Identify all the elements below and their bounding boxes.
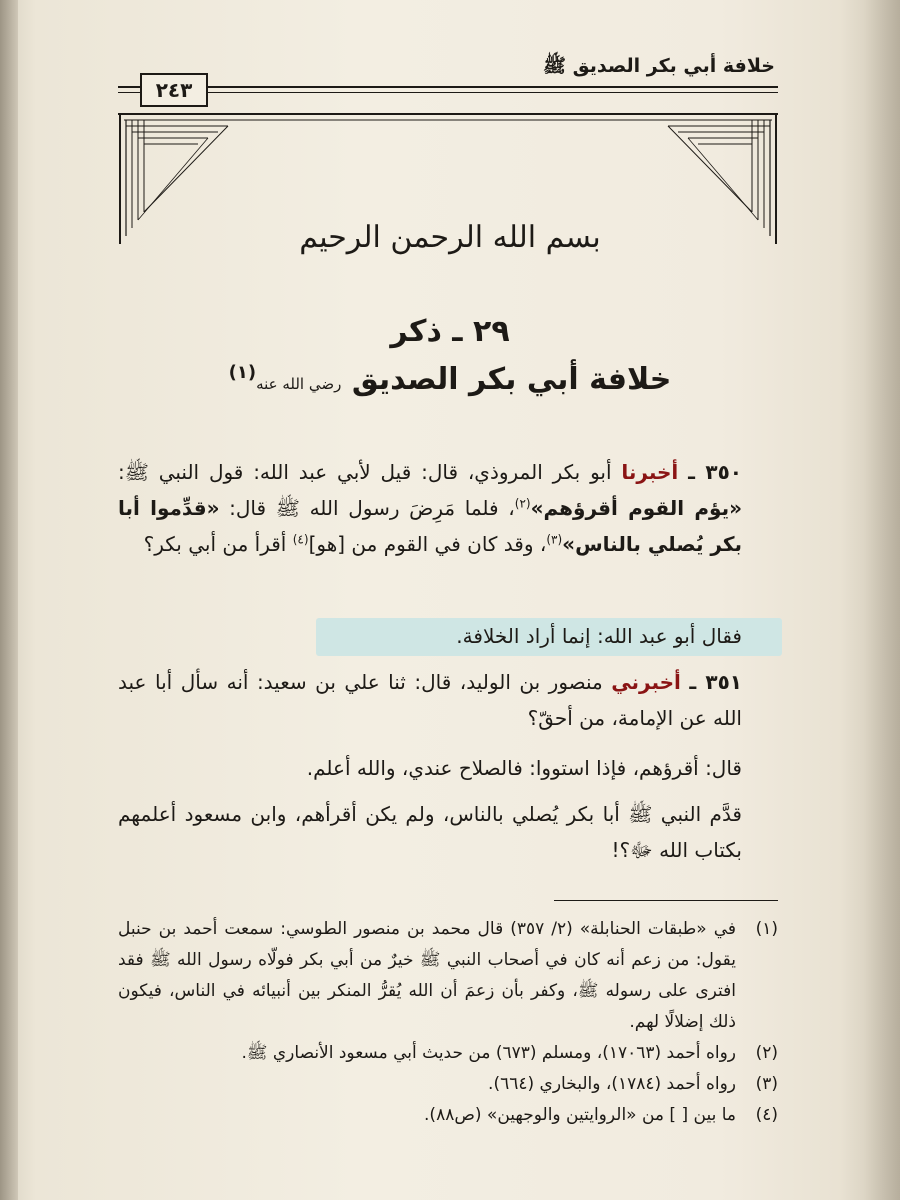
chapter-title bbox=[0, 362, 900, 397]
paragraph-351-answer: قال: أقرؤهم، فإذا استووا: فالصلاح عندي، والله أعلم. bbox=[306, 756, 742, 780]
report-lead-350: أخبرنا bbox=[621, 460, 679, 484]
running-title: خلافة أبي بكر الصديق ﷺ bbox=[543, 55, 775, 77]
page-gutter bbox=[0, 0, 18, 1200]
chapter-number: ٢٩ ـ ذكر bbox=[390, 314, 510, 349]
hadith-quote-2: «قدِّموا أبا بكر يُصلي بالناس» bbox=[118, 496, 742, 556]
hadith-quote-1: «يؤم القوم أقرؤهم» bbox=[530, 496, 742, 520]
p350-text-b: ، فلما مَرِضَ رسول الله ﷺ قال: bbox=[219, 496, 515, 520]
page-edge-shadow bbox=[840, 0, 900, 1200]
p350-text-c: ، وقد كان في القوم من [هو] bbox=[308, 532, 547, 556]
footnote-ref-2: (٢) bbox=[514, 496, 531, 511]
footnote-2 bbox=[118, 1038, 778, 1069]
footnote-3 bbox=[118, 1069, 778, 1100]
paragraph-351-closing: قدَّم النبي ﷺ أبا بكر يُصلي بالناس، ولم يكن أقرأهم، وابن مسعود أعلمهم بكتاب الله ﷻ؟! bbox=[118, 802, 742, 862]
paragraph-351 bbox=[118, 664, 778, 736]
footnote-text: رواه أحمد (١٧٨٤)، والبخاري (٦٦٤). bbox=[488, 1074, 736, 1094]
highlighted-sentence: فقال أبو عبد الله: إنما أراد الخلافة. bbox=[456, 624, 742, 648]
honorific: رضي الله عنه bbox=[256, 375, 342, 393]
footnote-ref-3: (٣) bbox=[546, 532, 563, 547]
p350-text-a: أبو بكر المروذي، قال: قيل لأبي عبد الله: قول النبي ﷺ: bbox=[118, 460, 622, 484]
report-number-350: ٣٥٠ ـ bbox=[688, 460, 742, 484]
footnote-text: رواه أحمد (١٧٠٦٣)، ومسلم (٦٧٣) من حديث أبي مسعود الأنصاري ﷺ. bbox=[241, 1043, 736, 1063]
report-number-351: ٣٥١ ـ bbox=[689, 670, 742, 694]
footnote-number: (٣) bbox=[755, 1074, 778, 1094]
footnote-ref-4: (٤) bbox=[292, 532, 309, 547]
p350-text-d: أقرأ من أبي بكر؟ bbox=[143, 532, 293, 556]
paragraph-350 bbox=[118, 454, 778, 562]
header-rule bbox=[118, 86, 778, 88]
footnote-4 bbox=[118, 1100, 778, 1131]
page-number: ٢٤٣ bbox=[140, 73, 208, 107]
chapter-title-text: خلافة أبي بكر الصديق bbox=[351, 362, 672, 397]
p351-text-a: منصور بن الوليد، قال: ثنا علي بن سعيد: أنه سأل أبا عبد الله عن الإمامة، من أحقّ؟ bbox=[118, 670, 742, 730]
footnote-separator bbox=[554, 900, 778, 901]
footnote-1 bbox=[118, 914, 778, 1038]
footnote-ref-1: (١) bbox=[228, 362, 257, 383]
footnote-number: (١) bbox=[755, 919, 778, 939]
basmala-calligraphy: بسم الله الرحمن الرحيم bbox=[299, 220, 601, 255]
footnote-number: (٤) bbox=[755, 1105, 778, 1125]
footnotes bbox=[118, 914, 778, 1131]
footnote-number: (٢) bbox=[755, 1043, 778, 1063]
report-lead-351: أخبرني bbox=[611, 670, 681, 694]
header-rule-thin bbox=[118, 92, 778, 93]
footnote-text: في «طبقات الحنابلة» (٢/ ٣٥٧) قال محمد بن منصور الطوسي: سمعت أحمد بن حنبل يقول: من زعم أنه كان في أصحاب النبي ﷺ خيرٌ من أبي بكر فولّاه رسول الله ﷺ فقد افترى على رسوله ﷺ، وكفر بأن زعمَ أن الله يُقرُّ المنكر بين أنبيائه في الناس، فيكون ذلك إضلالًا لهم. bbox=[118, 919, 736, 1032]
footnote-text: ما بين [ ] من «الروايتين والوجهين» (ص٨٨). bbox=[424, 1105, 736, 1125]
